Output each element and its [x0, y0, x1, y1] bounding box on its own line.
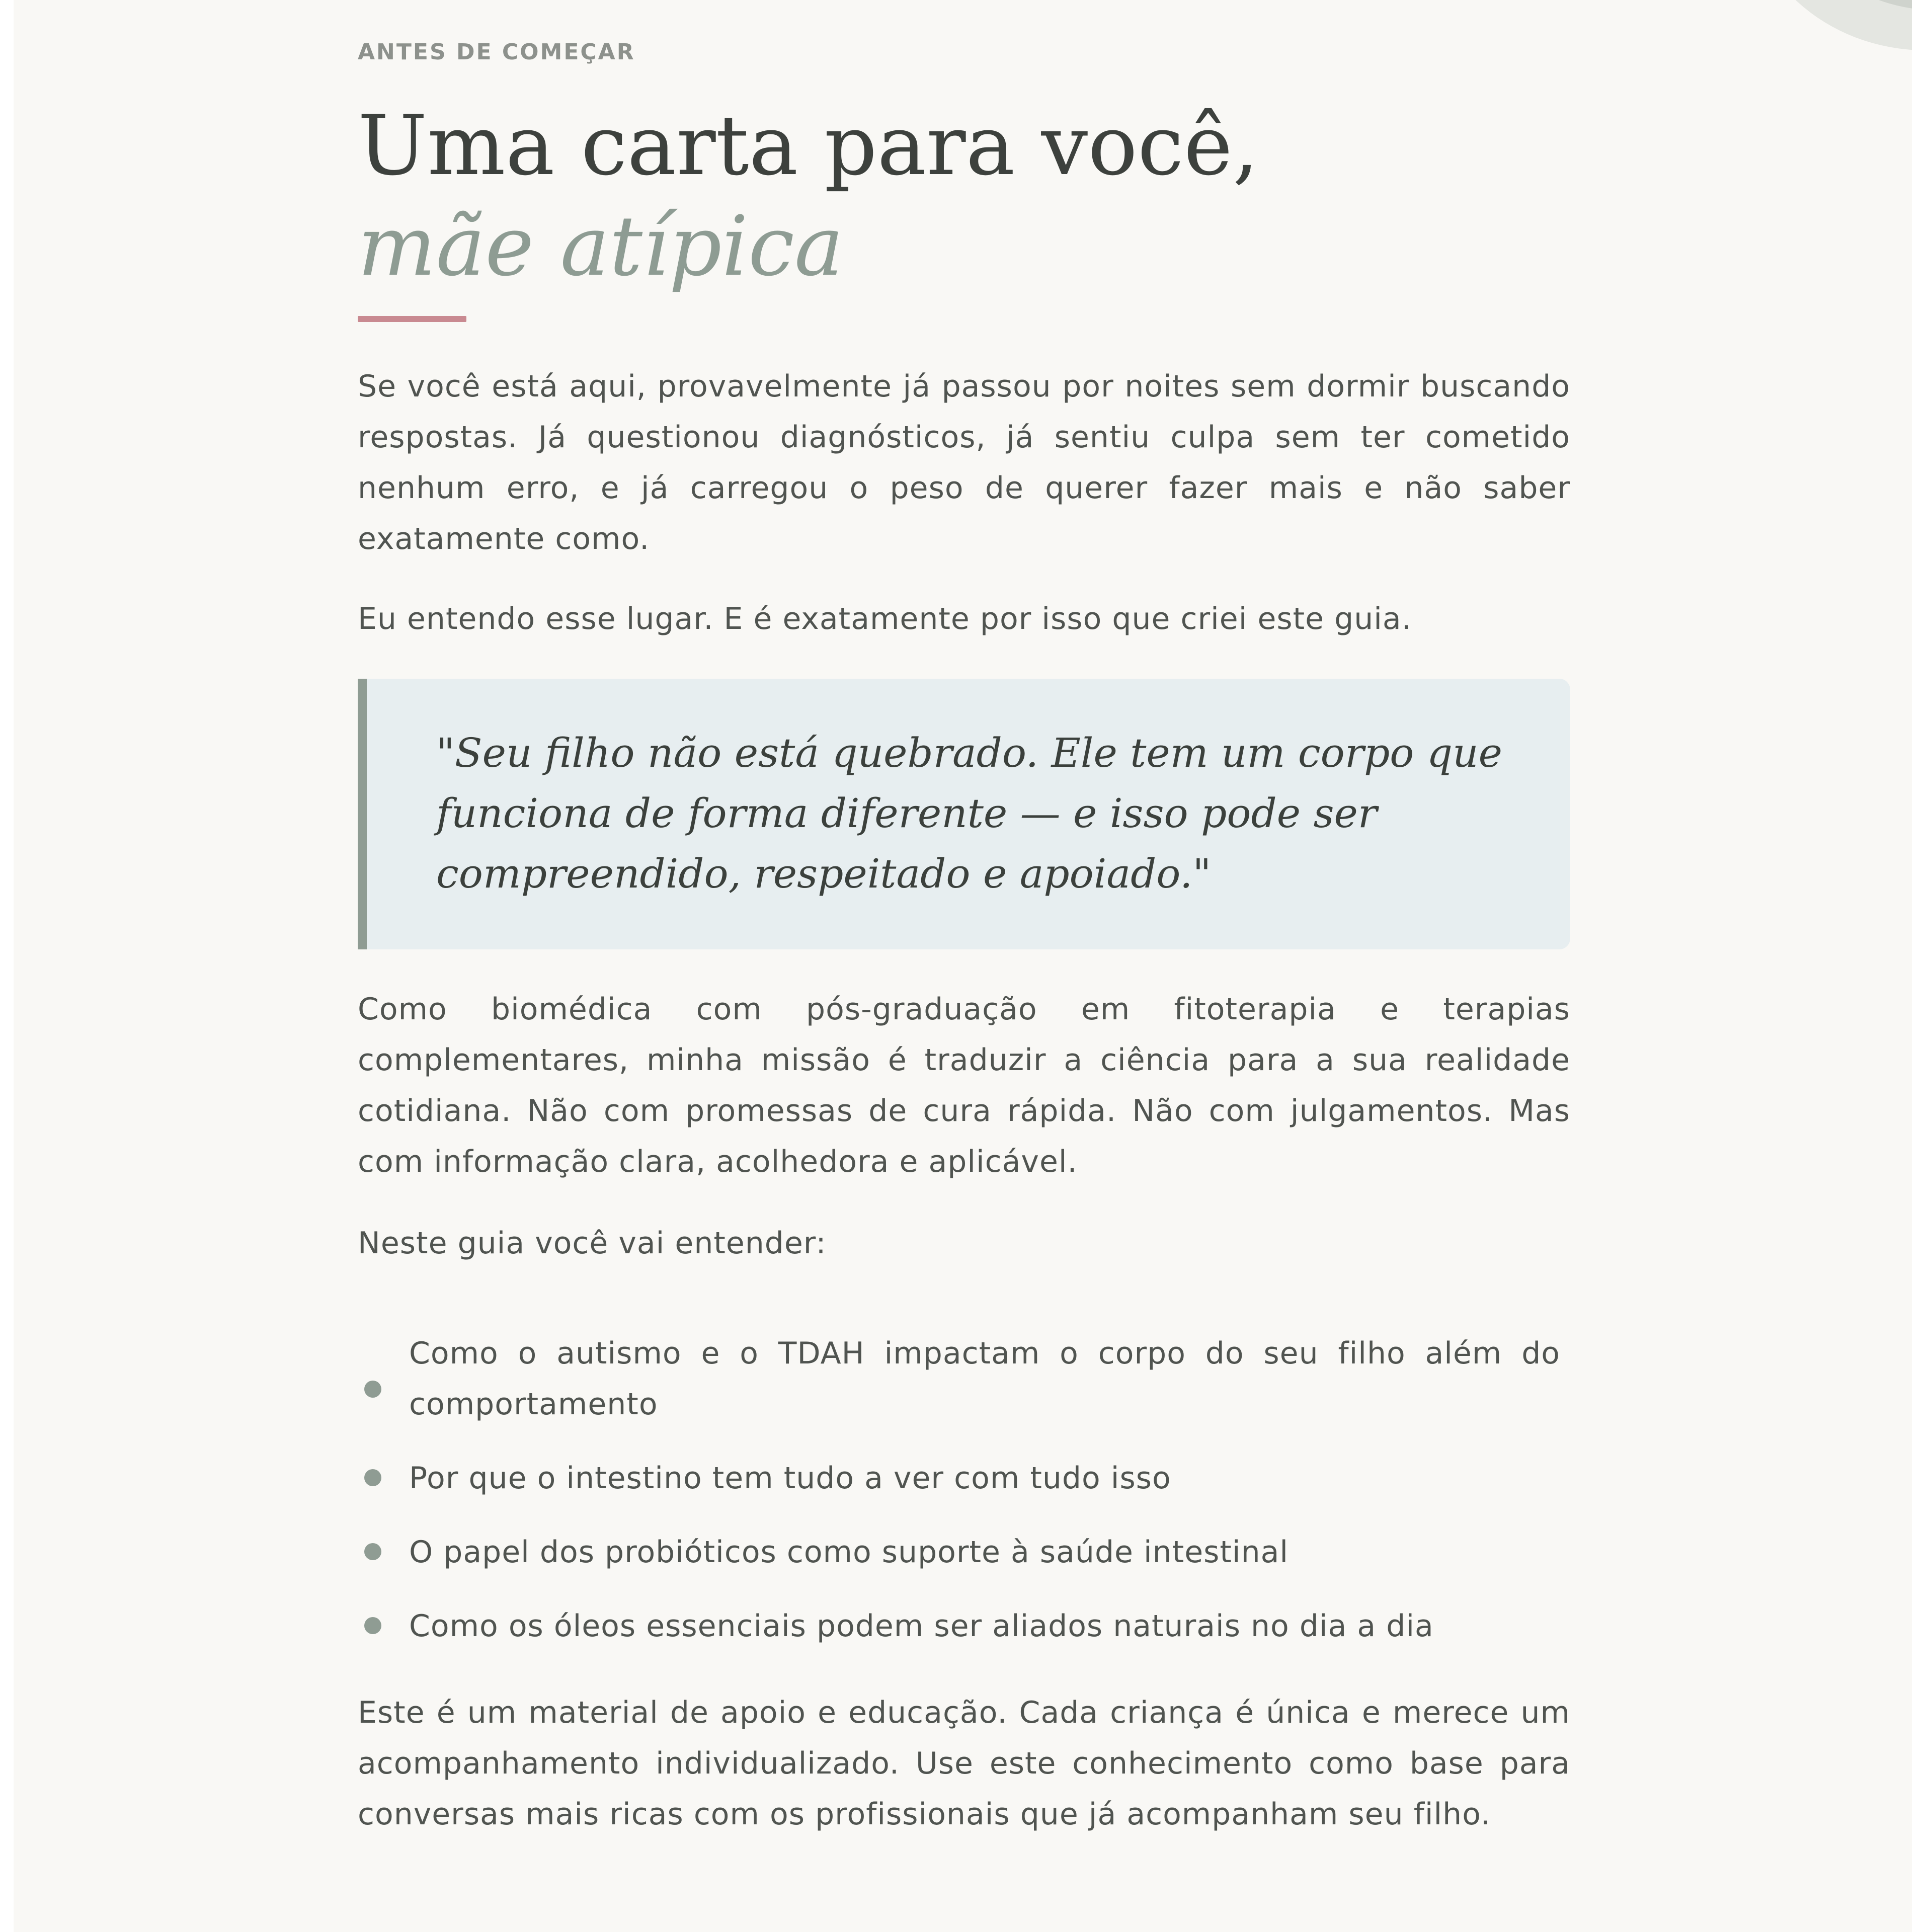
bullet-dot-icon [364, 1617, 381, 1634]
document-page [14, 0, 1912, 1932]
list-item [358, 1527, 1570, 1578]
list-item [358, 1453, 1570, 1504]
pull-quote [358, 679, 1570, 949]
list-item-text: Como o autismo e o TDAH impactam o corpo do seu filho além do comportamento [409, 1336, 1560, 1422]
pull-quote-text: "Seu filho não está quebrado. Ele tem um corpo que funciona de forma diferente — e isso pode ser compreendido, respeitado e apoiado." [436, 730, 1502, 897]
topic-list [358, 1328, 1570, 1675]
list-item [358, 1328, 1570, 1430]
closing-paragraph: Este é um material de apoio e educação. Cada criança é única e merece um acompanhamento individualizado. Use este conhecimento como base para conversas mais ricas com os profissionais que já acompanham seu filho. [358, 1695, 1570, 1832]
list-item-text: Por que o intestino tem tudo a ver com tudo isso [409, 1461, 1171, 1496]
title-accent-rule [358, 316, 466, 322]
corner-decoration [1744, 0, 1912, 50]
intro-paragraph-1: Se você está aqui, provavelmente já passou por noites sem dormir buscando respostas. Já questionou diagnósticos, já sentiu culpa sem ter cometido nenhum erro, e já carregou o peso de querer fazer mais e não saber exatamente como. [358, 369, 1570, 556]
bullet-dot-icon [364, 1469, 381, 1486]
bullet-dot-icon [364, 1543, 381, 1560]
title-line-2: mãe atípica [358, 198, 844, 294]
list-item-text: Como os óleos essenciais podem ser aliados naturais no dia a dia [409, 1608, 1434, 1644]
list-item-text: O papel dos probióticos como suporte à saúde intestinal [409, 1535, 1289, 1570]
section-eyebrow: ANTES DE COMEÇAR [358, 39, 635, 65]
page-title [358, 96, 1259, 297]
title-line-1: Uma carta para você, [358, 98, 1259, 194]
intro-paragraph-2: Eu entendo esse lugar. E é exatamente por isso que criei este guia. [358, 601, 1412, 636]
bullet-dot-icon [364, 1381, 381, 1398]
list-item [358, 1601, 1570, 1652]
mission-paragraph: Como biomédica com pós-graduação em fitoterapia e terapias complementares, minha missão é traduzir a ciência para a sua realidade cotidiana. Não com promessas de cura rápida. Não com julgamentos. Mas com informação clara, acolhedora e aplicável. [358, 992, 1570, 1179]
list-intro: Neste guia você vai entender: [358, 1226, 827, 1261]
